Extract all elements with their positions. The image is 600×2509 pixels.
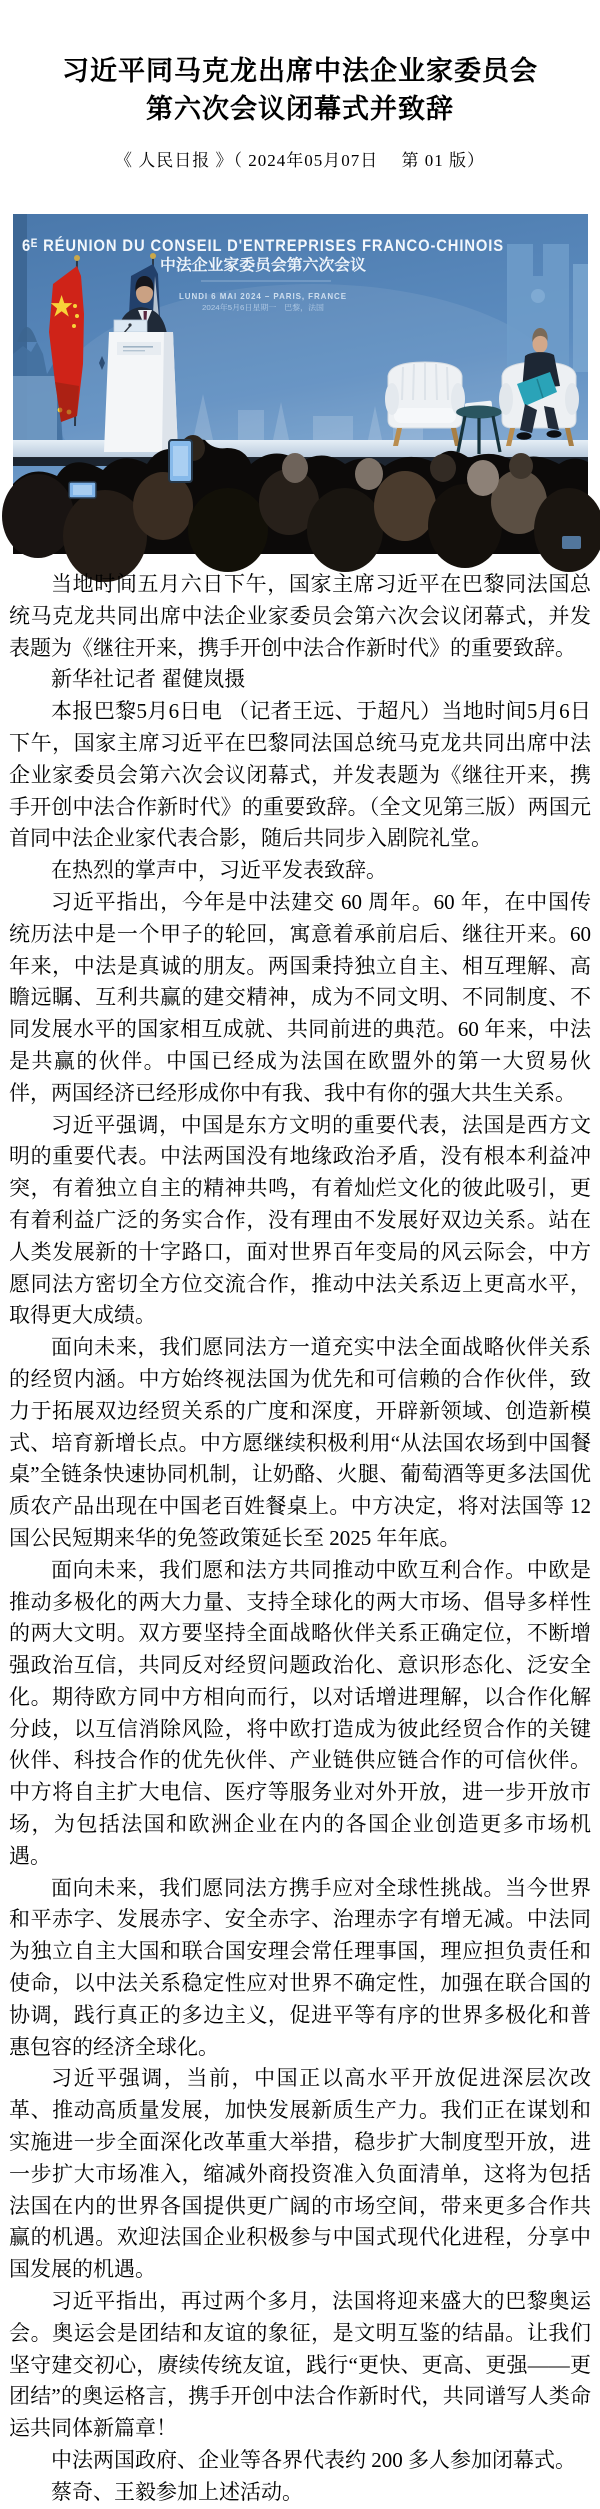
photo-caption: 当地时间五月六日下午，国家主席习近平在巴黎同法国总统马克龙共同出席中法企业家委员会第六次会议闭幕式，并发表题为《继往开来，携手开创中法合作新时代》的重要致辞。	[9, 572, 591, 660]
article-title	[0, 0, 600, 128]
body-paragraph: 习近平指出，今年是中法建交 60 周年。60 年，在中国传统历法中是一个甲子的轮回，寓意着承前启后、继往开来。60 年来，中法是真诚的朋友。两国秉持独立自主、相互理解、高瞻远瞩、互利共赢的建交精神，成为不同文明、不同制度、不同发展水平的国家相互成就、共同前进的典范。60 年来，中法是共赢的伙伴。中国已经成为法国在欧盟外的第一大贸易伙伴，两国经济已经形成你中有我、我中有你的强大共生关系。	[9, 889, 591, 1105]
body-paragraph: 面向未来，我们愿和法方共同推动中欧互利合作。中欧是推动多极化的两大力量、支持全球化的两大市场、倡导多样性的两大文明。双方要坚持全面战略伙伴关系正确定位，不断增强政治互信，共同反对经贸问题政治化、意识形态化、泛安全化。期待欧方同中方相向而行，以对话增进理解，以合作化解分歧，以互信消除风险，将中欧打造成为彼此经贸合作的关键伙伴、科技合作的优先伙伴、产业链供应链合作的可信伙伴。中方将自主扩大电信、医疗等服务业对外开放，进一步开放市场，为包括法国和欧洲企业在内的各国企业创造更多市场机遇。	[9, 1557, 591, 1868]
photographer-credit: 新华社记者 翟健岚摄	[51, 667, 246, 692]
banner-date-french: LUNDI 6 MAI 2024 – PARIS, FRANCE	[179, 291, 347, 301]
photo-illustration	[13, 214, 588, 554]
body-paragraph: 面向未来，我们愿同法方一道充实中法全面战略伙伴关系的经贸内涵。中方始终视法国为优先和可信赖的合作伙伴，致力于拓展双边经贸关系的广度和深度，开辟新领域、创造新模式、培育新增长点。中方愿继续积极利用“从法国农场到中国餐桌”全链条快速协同机制，让奶酪、火腿、葡萄酒等更多法国优质农产品出现在中国老百姓餐桌上。中方决定，将对法国等 12 国公民短期来华的免签政策延长至 2025 年年底。	[9, 1335, 591, 1550]
podium	[104, 320, 178, 452]
conference-photo	[13, 214, 588, 554]
banner-title-chinese: 中法企业家委员会第六次会议	[160, 257, 362, 274]
body-paragraph: 在热烈的掌声中，习近平发表致辞。	[51, 858, 387, 883]
title-line-1: 习近平同马克龙出席中法企业家委员会	[62, 56, 538, 86]
body-paragraph: 习近平指出，再过两个多月，法国将迎来盛大的巴黎奥运会。奥运会是团结和友谊的象征，是文明互鉴的结晶。让我们坚守建交初心，赓续传统友谊，践行“更快、更高、更强——更团结”的奥运格言，携手开创中法合作新时代，共同谱写人类命运共同体新篇章！	[9, 2289, 591, 2441]
banner-date-chinese: 2024年5月6日星期一 巴黎，法国	[202, 303, 318, 312]
body-paragraph: 面向未来，我们愿同法方携手应对全球性挑战。当今世界和平赤字、发展赤字、安全赤字、治理赤字有增无减。中法同为独立自主大国和联合国安理会常任理事国，理应担负责任和使命，以中法关系稳定性应对世界不确定性，加强在联合国的协调，践行真正的多边主义，促进平等有序的世界多极化和普惠包容的经济全球化。	[9, 1875, 591, 2059]
body-paragraph: 中法两国政府、企业等各界代表约 200 多人参加闭幕式。	[51, 2448, 576, 2473]
banner-title-french: 6ᴱ RÉUNION DU CONSEIL D'ENTREPRISES FRANCO-CHINOIS	[22, 237, 562, 255]
body-paragraph: 习近平强调，当前，中国正以高水平开放促进深层次改革、推动高质量发展，加快发展新质生产力。我们正在谋划和实施进一步全面深化改革重大举措，稳步扩大制度型开放，进一步扩大市场准入，缩减外商投资准入负面清单，这将为包括法国在内的世界各国提供更广阔的市场空间，带来更多合作共赢的机遇。欢迎法国企业积极参与中国式现代化进程，分享中国发展的机遇。	[9, 2066, 591, 2282]
body-paragraph: 习近平强调，中国是东方文明的重要代表，法国是西方文明的重要代表。中法两国没有地缘政治矛盾，没有根本利益冲突，有着独立自主的精神共鸣，有着灿烂文化的彼此吸引，更有着利益广泛的务实合作，没有理由不发展好双边关系。站在人类发展新的十字路口，面对世界百年变局的风云际会，中方愿同法方密切全方位交流合作，推动中法关系迈上更高水平，取得更大成绩。	[9, 1112, 591, 1328]
title-line-2: 第六次会议闭幕式并致辞	[146, 94, 454, 124]
article-body	[9, 569, 591, 2509]
source-line: 《 人民日报 》（ 2024年05月07日 第 01 版）	[115, 151, 485, 170]
body-paragraph: 本报巴黎5月6日电 （记者王远、于超凡）当地时间5月6日下午，国家主席习近平在巴黎同法国总统马克龙共同出席中法企业家委员会第六次会议闭幕式，并发表题为《继往开来，携手开创中法合作新时代》的重要致辞。（全文见第三版）两国元首同中法企业家代表合影，随后共同步入剧院礼堂。	[9, 699, 591, 851]
body-paragraph: 蔡奇、王毅参加上述活动。	[51, 2479, 303, 2504]
